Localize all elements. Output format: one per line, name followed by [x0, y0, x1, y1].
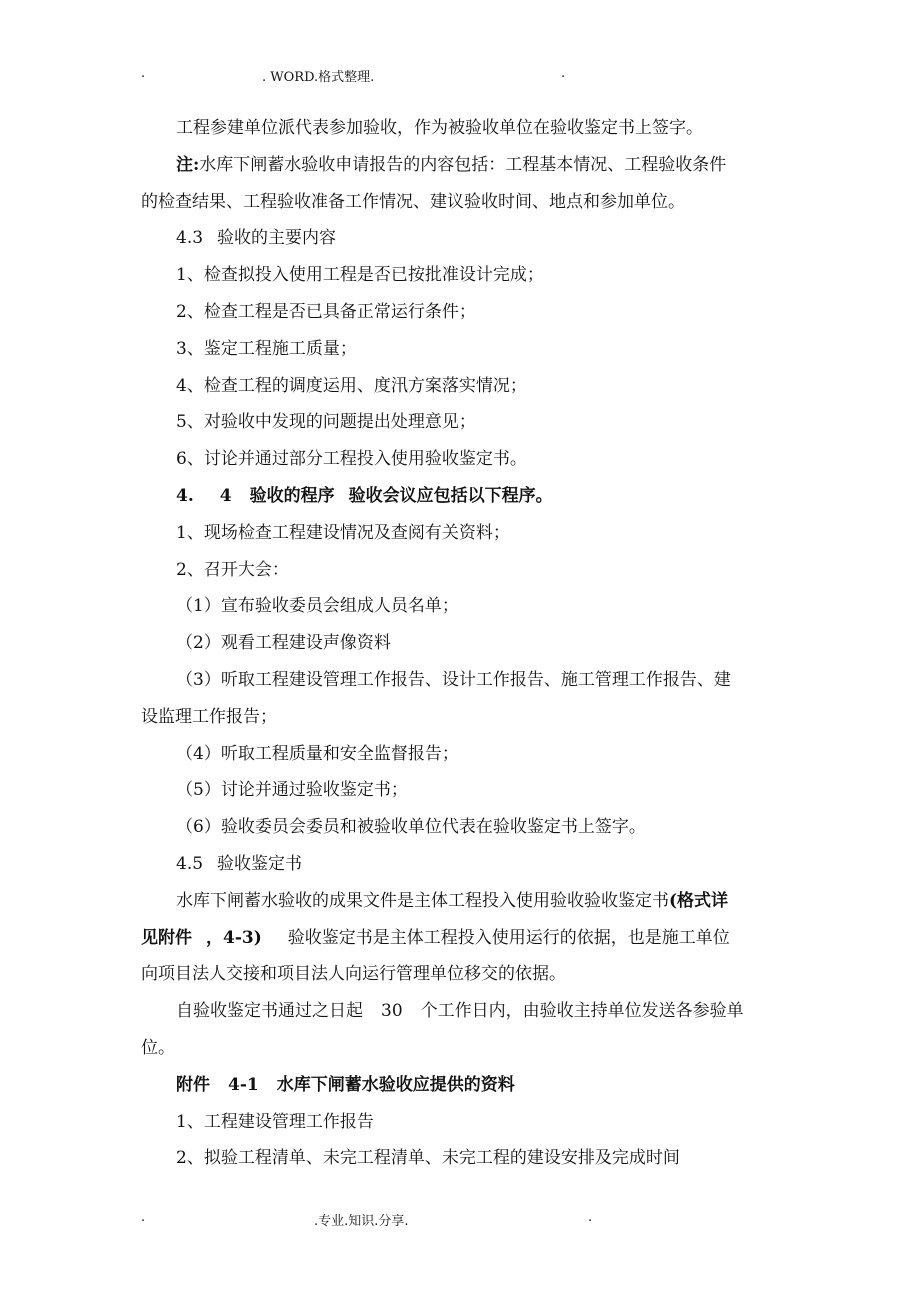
list-item: [141, 257, 781, 294]
section-heading-4-4: [141, 478, 781, 515]
paragraph-text: 水库下闸蓄水验收的成果文件是主体工程投入使用验收验收鉴定书: [176, 890, 669, 911]
list-item-text: 2、检查工程是否已具备正常运行条件；: [176, 301, 476, 322]
list-item: [141, 1104, 781, 1141]
list-item: [141, 625, 781, 662]
paragraph-text: 位。: [141, 1037, 175, 1058]
paragraph-line: [141, 993, 781, 1030]
paragraph-line: [141, 1030, 781, 1067]
paragraph-line: [141, 956, 781, 993]
list-item: [141, 772, 781, 809]
list-item-text: （6）验收委员会委员和被验收单位代表在验收鉴定书上签字。: [176, 817, 646, 838]
footer-dot-left: .: [141, 1210, 146, 1225]
paragraph-text: 个工作日内，由验收主持单位发送各参验单: [420, 1001, 744, 1022]
list-item-text: 1、检查拟投入使用工程是否已按批准设计完成；: [176, 265, 544, 286]
list-item-continuation: [141, 699, 781, 736]
header-dot-left: .: [141, 66, 146, 81]
attachment-title: 水库下闸蓄水验收应提供的资料: [276, 1074, 515, 1095]
paragraph-text: 验收鉴定书是主体工程投入使用运行的依据，也是施工单位: [287, 927, 730, 948]
section-subtitle: 验收会议应包括以下程序。: [348, 485, 553, 506]
note-line: [141, 147, 781, 184]
section-title: 验收的程序: [249, 485, 335, 506]
paragraph-line: [141, 110, 781, 147]
list-item-text: 1、现场检查工程建设情况及查阅有关资料；: [176, 522, 510, 543]
section-number: 4.: [176, 485, 194, 506]
paragraph-line: [141, 883, 781, 920]
list-item: [141, 552, 781, 589]
list-item: [141, 736, 781, 773]
section-heading-4-3: [141, 220, 781, 257]
footer-text: .专业.知识.分享.: [314, 1214, 409, 1229]
list-item-text: 2、召开大会：: [176, 559, 289, 580]
section-heading-4-5: [141, 846, 781, 883]
note-text: 水库下闸蓄水验收申请报告的内容包括：工程基本情况、工程验收条件: [199, 154, 727, 175]
attachment-number: 4-1: [228, 1074, 259, 1095]
list-item: [141, 331, 781, 368]
list-item: [141, 588, 781, 625]
section-title: 验收的主要内容: [217, 228, 337, 249]
attachment-heading: [141, 1067, 781, 1104]
section-title: 验收鉴定书: [217, 853, 303, 874]
list-item: [141, 441, 781, 478]
section-number: 4.3: [176, 228, 204, 249]
list-item: [141, 368, 781, 405]
section-number-suffix: 4: [219, 485, 232, 506]
section-number: 4.5: [176, 853, 204, 874]
list-item-text: 3、鉴定工程施工质量；: [176, 338, 357, 359]
paragraph-line: [141, 184, 781, 221]
header-dot-right: .: [561, 66, 566, 81]
paragraph-text: 的检查结果、工程验收准备工作情况、建议验收时间、地点和参加单位。: [141, 191, 685, 212]
list-item-text: （2）观看工程建设声像资料: [176, 633, 391, 654]
attachment-label: 附件: [176, 1074, 210, 1095]
list-item: [141, 662, 781, 699]
list-item-text: 4、检查工程的调度运用、度汛方案落实情况；: [176, 375, 527, 396]
list-item-text: 2、拟验工程清单、未完工程清单、未完工程的建设安排及完成时间: [176, 1148, 680, 1169]
list-item-text: 1、工程建设管理工作报告: [176, 1111, 374, 1132]
list-item-text: （1）宣布验收委员会组成人员名单；: [176, 596, 459, 617]
format-note-ref: ，4-3): [206, 927, 262, 948]
day-count: 30: [381, 1001, 403, 1022]
paragraph-line: [141, 920, 781, 957]
list-item-text: 设监理工作报告；: [141, 706, 277, 727]
paragraph-text: 工程参建单位派代表参加验收，作为被验收单位在验收鉴定书上签字。: [176, 118, 703, 138]
list-item-text: （5）讨论并通过验收鉴定书；: [176, 780, 408, 801]
page-header: [0, 66, 920, 86]
footer-dot-right: .: [588, 1210, 593, 1225]
note-label: 注:: [176, 154, 200, 175]
list-item: [141, 294, 781, 331]
header-text: . WORD.格式整理.: [262, 70, 375, 85]
list-item-text: 5、对验收中发现的问题提出处理意见；: [176, 412, 476, 433]
list-item-text: （4）听取工程质量和安全监督报告；: [176, 743, 459, 764]
document-body: [141, 110, 781, 1177]
list-item: [141, 515, 781, 552]
paragraph-text: 向项目法人交接和项目法人向运行管理单位移交的依据。: [141, 964, 566, 985]
format-note: 见附件: [141, 927, 192, 948]
list-item: [141, 1140, 781, 1177]
page-footer: [0, 1210, 920, 1230]
list-item-text: 6、讨论并通过部分工程投入使用验收鉴定书。: [176, 449, 527, 470]
list-item: [141, 809, 781, 846]
paragraph-text: 自验收鉴定书通过之日起: [176, 1001, 363, 1022]
list-item: [141, 404, 781, 441]
format-note: (格式详: [669, 890, 729, 911]
list-item-text: （3）听取工程建设管理工作报告、设计工作报告、施工管理工作报告、建: [176, 669, 731, 690]
